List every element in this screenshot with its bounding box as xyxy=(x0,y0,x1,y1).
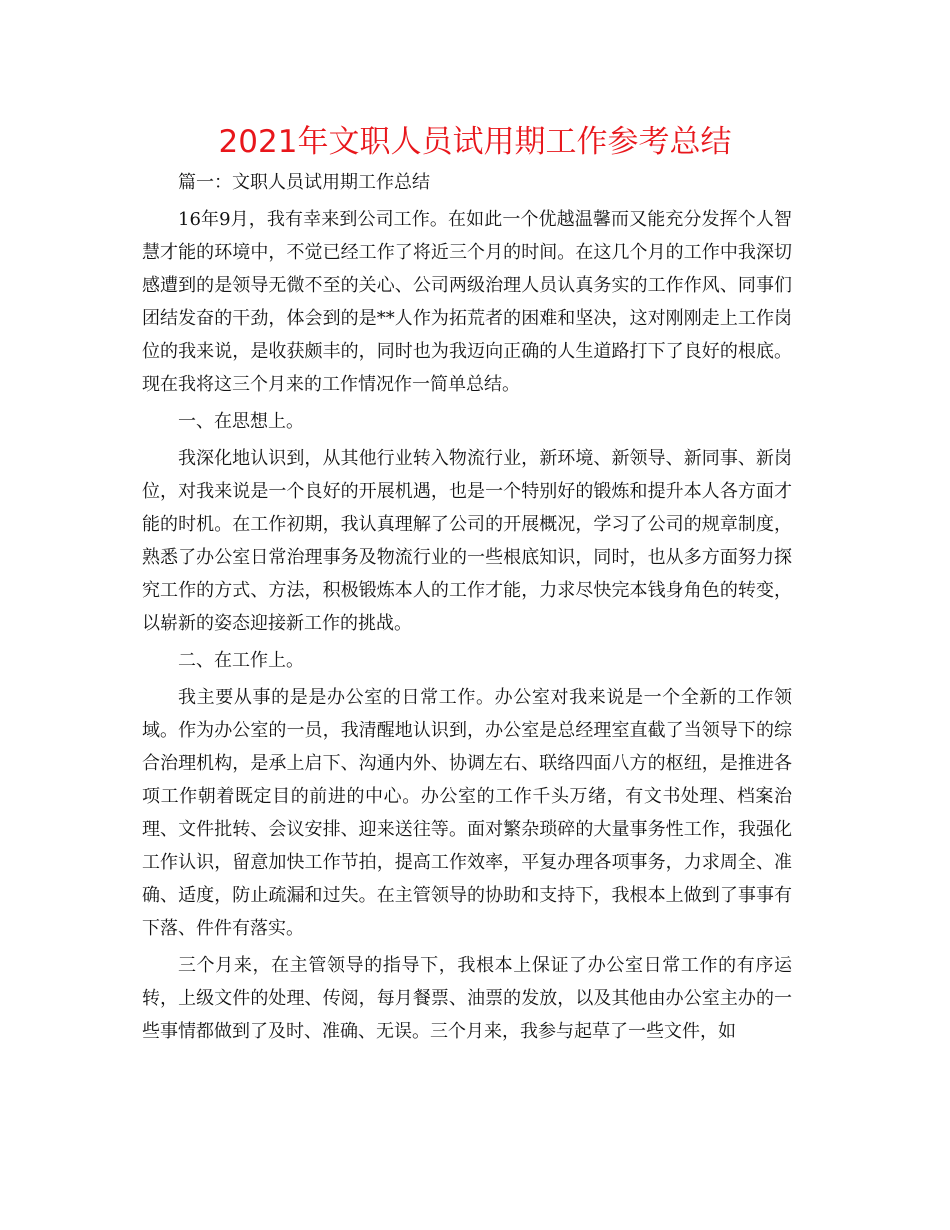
section-heading: 篇一：文职人员试用期工作总结 xyxy=(178,172,430,193)
section-heading: 二、在工作上。 xyxy=(178,650,304,671)
paragraph: 我主要从事的是是办公室的日常工作。办公室对我来说是一个全新的工作领域。作为办公室的一员，我清醒地认识到，办公室是总经理室直截了当领导下的综合治理机构，是承上启下、沟通内外、协调左右、联络四面八方的枢纽，是推进各项工作朝着既定目的前进的中心。办公室的工作千头万绪，有文书处理、档案治理、文件批转、会议安排、迎来送往等。面对繁杂琐碎的大量事务性工作，我强化工作认识，留意加快工作节拍，提高工作效率，平复办理各项事务，力求周全、准确、适度，防止疏漏和过失。在主管领导的协助和支持下，我根本上做到了事事有下落、件件有落实。 xyxy=(142,687,792,939)
paragraph: 我深化地认识到，从其他行业转入物流行业，新环境、新领导、新同事、新岗位，对我来说是一个良好的开展机遇，也是一个特别好的锻炼和提升本人各方面才能的时机。在工作初期，我认真理解了公司的开展概况，学习了公司的规章制度，熟悉了办公室日常治理事务及物流行业的一些根底知识，同时，也从多方面努力探究工作的方式、方法，积极锻炼本人的工作才能，力求尽快完本钱身角色的转变，以崭新的姿态迎接新工作的挑战。 xyxy=(142,448,792,634)
document-title: 2021年文职人员试用期工作参考总结 xyxy=(218,124,732,160)
paragraph: 16年9月，我有幸来到公司工作。在如此一个优越温馨而又能充分发挥个人智慧才能的环境中，不觉已经工作了将近三个月的时间。在这几个月的工作中我深切感遭到的是领导无微不至的关心、公司两级治理人员认真务实的工作作风、同事们团结发奋的干劲，体会到的是**人作为拓荒者的困难和坚决，这对刚刚走上工作岗位的我来说，是收获颇丰的，同时也为我迈向正确的人生道路打下了良好的根底。现在我将这三个月来的工作情况作一简单总结。 xyxy=(142,209,792,395)
document-body xyxy=(142,166,792,1048)
section-heading: 一、在思想上。 xyxy=(178,411,304,432)
paragraph: 三个月来，在主管领导的指导下，我根本上保证了办公室日常工作的有序运转，上级文件的处理、传阅，每月餐票、油票的发放，以及其他由办公室主办的一些事情都做到了及时、准确、无误。三个月来，我参与起草了一些文件，如 xyxy=(142,955,792,1042)
